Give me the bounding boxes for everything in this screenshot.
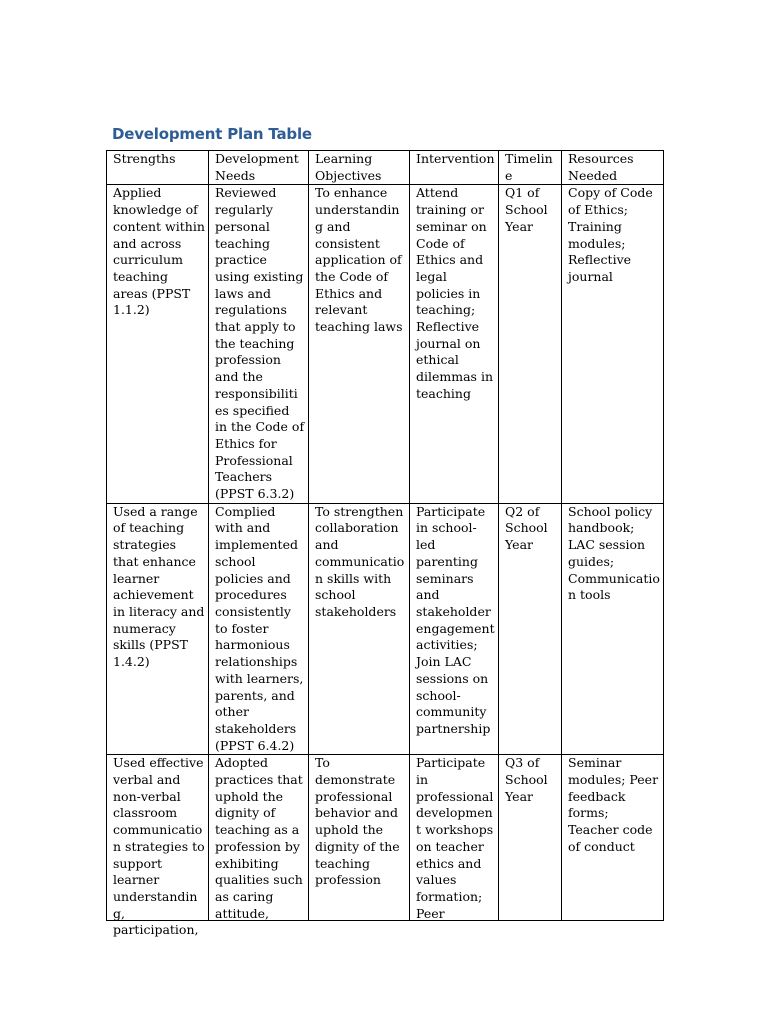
cell-timeline [499,755,562,921]
page-title: Development Plan Table [112,125,312,143]
cell-strengths [107,755,209,938]
cell-intervention: Attend training or seminar on Code of Ethics and legal policies in teaching; Reflective journal on ethical dilemmas in teaching [410,185,499,503]
cell-text: To demonstrate professional behavior and uphold the dignity of the teaching profession [315,755,400,888]
table-row [107,503,664,755]
cell-strengths: Applied knowledge of content within and across curriculum teaching areas (PPST 1.1.2) [107,185,209,503]
header-development-needs: Development Needs [209,151,309,185]
development-plan-table [106,150,664,938]
cell-text: Q3 of School Year [505,755,548,804]
cell-timeline: Q1 of School Year [499,185,562,503]
cell-text: Seminar modules; Peer feedback forms; Teacher code of conduct [568,755,659,854]
cell-text: Adopted practices that uphold the dignity of teaching as a profession by exhibiting qualities such as caring attitude, [215,755,303,921]
cell-text: Participate in professional development workshops on teacher ethics and values formation; Peer [416,755,494,921]
cell-resources-needed: Copy of Code of Ethics; Training modules; Reflective journal [562,185,664,503]
table-row [107,755,664,921]
header-intervention: Intervention [410,151,499,185]
header-strengths: Strengths [107,151,209,185]
table-row [107,185,664,503]
header-resources-needed: Resources Needed [562,151,664,185]
cell-resources-needed: School policy handbook; LAC session guides; Communication tools [562,503,664,755]
table-header-row [107,151,664,185]
cell-timeline: Q2 of School Year [499,503,562,755]
cell-text: Used effective verbal and non-verbal classroom communication strategies to support learner understanding, participation, [113,755,205,938]
cell-strengths: Used a range of teaching strategies that enhance learner achievement in literacy and numeracy skills (PPST 1.4.2) [107,503,209,755]
header-timeline: Timeline [499,151,562,185]
cell-development-needs: Complied with and implemented school policies and procedures consistently to foster harmonious relationships with learners, parents, and other stakeholders (PPST 6.4.2) [209,503,309,755]
cell-intervention: Participate in school-led parenting seminars and stakeholder engagement activities; Join LAC sessions on school-community partnership [410,503,499,755]
cell-development-needs [209,755,309,921]
cell-intervention [410,755,499,921]
header-learning-objectives: Learning Objectives [309,151,410,185]
cell-learning-objectives: To strengthen collaboration and communication skills with school stakeholders [309,503,410,755]
cell-learning-objectives [309,755,410,921]
cell-learning-objectives: To enhance understanding and consistent application of the Code of Ethics and relevant teaching laws [309,185,410,503]
cell-development-needs: Reviewed regularly personal teaching practice using existing laws and regulations that apply to the teaching profession and the responsibilities specified in the Code of Ethics for Professional Teachers (PPST 6.3.2) [209,185,309,503]
cell-resources-needed [562,755,664,921]
